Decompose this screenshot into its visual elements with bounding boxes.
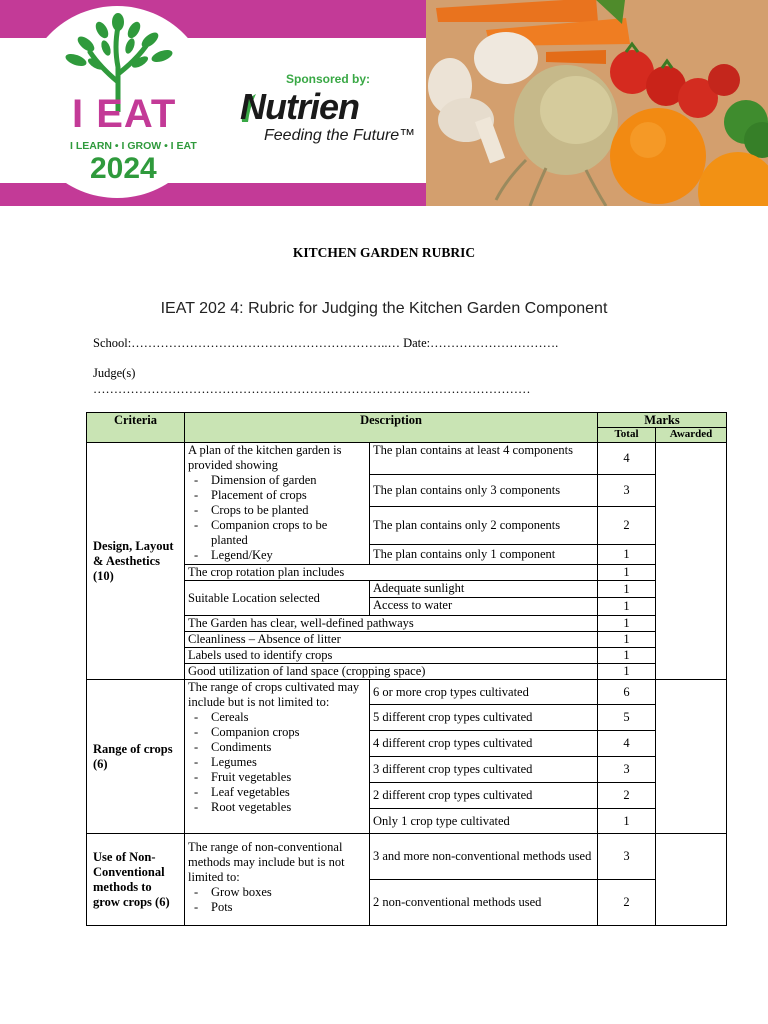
table-header-row xyxy=(87,413,727,428)
criteria-methods: Use of Non-Conventional methods to grow crops (6) xyxy=(87,834,185,926)
table-row xyxy=(87,443,727,475)
level-mark: 1 xyxy=(598,545,656,565)
methods-description xyxy=(185,834,370,926)
criterion-text: Cleanliness – Absence of litter xyxy=(185,632,598,648)
level-mark: 1 xyxy=(598,809,656,834)
banner-stripe-bottom xyxy=(0,183,430,206)
list-item: - Leaf vegetables xyxy=(194,785,366,800)
level-mark: 3 xyxy=(598,475,656,507)
rubric-table xyxy=(86,412,727,926)
criteria-range: Range of crops (6) xyxy=(87,680,185,834)
location-text: Suitable Location selected xyxy=(185,581,370,616)
criterion-text: Good utilization of land space (cropping space) xyxy=(185,664,598,680)
methods-list xyxy=(188,885,366,915)
range-description xyxy=(185,680,370,834)
table-row xyxy=(87,680,727,705)
list-item: - Fruit vegetables xyxy=(194,770,366,785)
criteria-header: Criteria xyxy=(87,413,185,443)
level-mark: 1 xyxy=(598,581,656,598)
level-mark: 1 xyxy=(598,616,656,632)
header-banner xyxy=(0,0,768,206)
level-text: Access to water xyxy=(370,598,598,616)
level-mark: 1 xyxy=(598,598,656,616)
list-item: - Condiments xyxy=(194,740,366,755)
level-mark: 4 xyxy=(598,443,656,475)
list-item: - Cereals xyxy=(194,710,366,725)
logo-year: 2024 xyxy=(90,152,157,185)
plan-items-list xyxy=(188,473,366,563)
level-text: 6 or more crop types cultivated xyxy=(370,680,598,705)
rotation-text: The crop rotation plan includes xyxy=(185,565,598,581)
level-text: 5 different crop types cultivated xyxy=(370,705,598,731)
school-date-field: School:……………………………………………………..… Date:…………………………. xyxy=(93,336,559,350)
level-mark: 1 xyxy=(598,632,656,648)
list-item: - Companion crops to be planted xyxy=(194,518,366,548)
methods-intro: The range of non-conventional methods may include but is not limited to: xyxy=(188,840,345,884)
total-header: Total xyxy=(598,428,656,443)
level-text: Adequate sunlight xyxy=(370,581,598,598)
criterion-text: The Garden has clear, well-defined pathways xyxy=(185,616,598,632)
awarded-cell-design[interactable] xyxy=(656,443,727,680)
level-text: 2 non-conventional methods used xyxy=(370,880,598,926)
awarded-header: Awarded xyxy=(656,428,727,443)
level-text: 2 different crop types cultivated xyxy=(370,783,598,809)
document-title: KITCHEN GARDEN RUBRIC xyxy=(292,245,476,260)
level-mark: 1 xyxy=(598,648,656,664)
plan-intro: A plan of the kitchen garden is provided showing xyxy=(188,443,342,472)
level-mark: 2 xyxy=(598,783,656,809)
level-text: The plan contains only 3 components xyxy=(370,475,598,507)
logo-wordmark: I EAT xyxy=(72,92,177,136)
level-mark: 4 xyxy=(598,731,656,757)
level-mark: 2 xyxy=(598,507,656,545)
logo-tagline: I LEARN • I GROW • I EAT xyxy=(70,140,197,152)
list-item: - Legend/Key xyxy=(194,548,366,563)
level-text: 4 different crop types cultivated xyxy=(370,731,598,757)
list-item: - Legumes xyxy=(194,755,366,770)
level-mark: 1 xyxy=(598,664,656,680)
sponsor-label: Sponsored by: xyxy=(286,72,371,86)
criterion-text: Labels used to identify crops xyxy=(185,648,598,664)
judge-label: Judge(s) xyxy=(93,366,136,380)
criteria-design: Design, Layout & Aesthetics (10) xyxy=(87,443,185,680)
list-item: - Root vegetables xyxy=(194,800,366,815)
marks-header: Marks xyxy=(598,413,727,428)
sponsor-logo: Nutrien xyxy=(240,86,359,127)
plan-description xyxy=(185,443,370,565)
vegetables-photo xyxy=(426,0,768,206)
level-mark: 2 xyxy=(598,880,656,926)
level-text: The plan contains only 2 components xyxy=(370,507,598,545)
level-text: The plan contains at least 4 components xyxy=(370,443,598,475)
level-mark: 6 xyxy=(598,680,656,705)
level-mark: 3 xyxy=(598,834,656,880)
level-mark: 1 xyxy=(598,565,656,581)
awarded-cell-range[interactable] xyxy=(656,680,727,834)
range-intro: The range of crops cultivated may include but is not limited to: xyxy=(188,680,360,709)
level-text: 3 different crop types cultivated xyxy=(370,757,598,783)
sponsor-tagline: Feeding the Future™ xyxy=(264,127,416,144)
table-row xyxy=(87,834,727,880)
list-item: - Dimension of garden xyxy=(194,473,366,488)
document-subtitle: IEAT 202 4: Rubric for Judging the Kitchen Garden Component xyxy=(160,300,608,317)
description-header: Description xyxy=(185,413,598,443)
list-item: - Companion crops xyxy=(194,725,366,740)
list-item: - Crops to be planted xyxy=(194,503,366,518)
level-text: 3 and more non-conventional methods used xyxy=(370,834,598,880)
list-item: - Placement of crops xyxy=(194,488,366,503)
level-text: The plan contains only 1 component xyxy=(370,545,598,565)
judge-field: …………………………………………………………………………………………… xyxy=(93,382,531,396)
list-item: - Grow boxes xyxy=(194,885,366,900)
list-item: - Pots xyxy=(194,900,366,915)
level-mark: 5 xyxy=(598,705,656,731)
awarded-cell-methods[interactable] xyxy=(656,834,727,926)
level-text: Only 1 crop type cultivated xyxy=(370,809,598,834)
level-mark: 3 xyxy=(598,757,656,783)
crop-types-list xyxy=(188,710,366,815)
